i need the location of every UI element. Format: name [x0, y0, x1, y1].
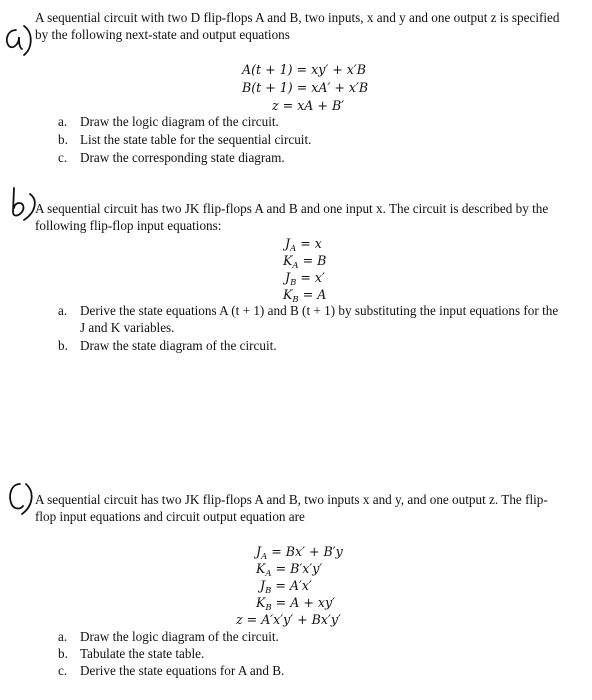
item-marker: b. — [58, 646, 68, 661]
item-marker: a. — [58, 303, 68, 318]
section-a-item-b — [58, 132, 311, 148]
section-a-equation-1: A(t + 1) = xy′ + x′B — [242, 62, 366, 77]
section-c-intro-line2: flop input equations and circuit output equation are — [35, 509, 305, 524]
section-b-item-b — [58, 338, 277, 354]
handwritten-a-marker — [2, 22, 36, 58]
item-marker: b. — [58, 338, 68, 353]
item-marker: a. — [58, 114, 68, 129]
section-b-item-a-cont: J and K variables. — [80, 320, 175, 335]
item-marker: a. — [58, 629, 68, 644]
item-marker: c. — [58, 150, 68, 165]
section-c-equation-4: $K_B = A + xy'$ — [256, 595, 335, 613]
section-b-intro-line1: A sequential circuit has two JK flip-flops A and B and one input x. The circuit is described by the — [35, 201, 549, 216]
section-c-item-b — [58, 646, 204, 662]
section-b-intro-line2: following flip-flop input equations: — [35, 218, 222, 233]
section-a-item-c — [58, 150, 285, 166]
section-b-equation-4: $K_B = A$ — [283, 287, 327, 305]
section-a-intro-line1: A sequential circuit with two D flip-flops A and B, two inputs, x and y and one output z is specified — [35, 10, 560, 25]
section-c-item-a — [58, 629, 279, 645]
item-text: List the state table for the sequential circuit. — [80, 132, 312, 147]
item-text: Derive the state equations A (t + 1) and B (t + 1) by substituting the input equations for the — [80, 303, 559, 318]
section-c-equation-1: $J_A = Bx' + B'y$ — [256, 544, 343, 562]
section-a-item-a — [58, 114, 279, 130]
section-c-item-c — [58, 663, 284, 679]
item-text: Draw the logic diagram of the circuit. — [80, 114, 279, 129]
section-b-equation-1: $J_A = x$ — [285, 236, 322, 254]
section-a-equation-2: B(t + 1) = xA′ + x′B — [242, 80, 369, 95]
handwritten-c-marker — [4, 478, 38, 518]
section-c-equation-5: z = A′x′y′ + Bx′y′ — [236, 612, 341, 627]
item-text: Draw the logic diagram of the circuit. — [80, 629, 279, 644]
section-a-intro-line2: by the following next-state and output equations — [35, 27, 290, 42]
section-b-equation-3: $J_B = x'$ — [285, 270, 325, 288]
item-text: Derive the state equations for A and B. — [80, 663, 285, 678]
section-b-item-a — [58, 303, 558, 319]
item-marker: c. — [58, 663, 68, 678]
section-c-equation-3: $J_B = A'x'$ — [260, 578, 312, 596]
item-text: Tabulate the state table. — [80, 646, 205, 661]
section-c-equation-2: $K_A = B'x'y'$ — [256, 561, 323, 579]
section-c-intro-line1: A sequential circuit has two JK flip-flops A and B, two inputs x and y, and one output z. The flip- — [35, 492, 548, 507]
item-text: Draw the state diagram of the circuit. — [80, 338, 277, 353]
section-b-equation-2: $K_A = B$ — [283, 253, 327, 271]
item-text: Draw the corresponding state diagram. — [80, 150, 285, 165]
section-a-equation-3: z = xA + B′ — [272, 98, 345, 113]
item-marker: b. — [58, 132, 68, 147]
